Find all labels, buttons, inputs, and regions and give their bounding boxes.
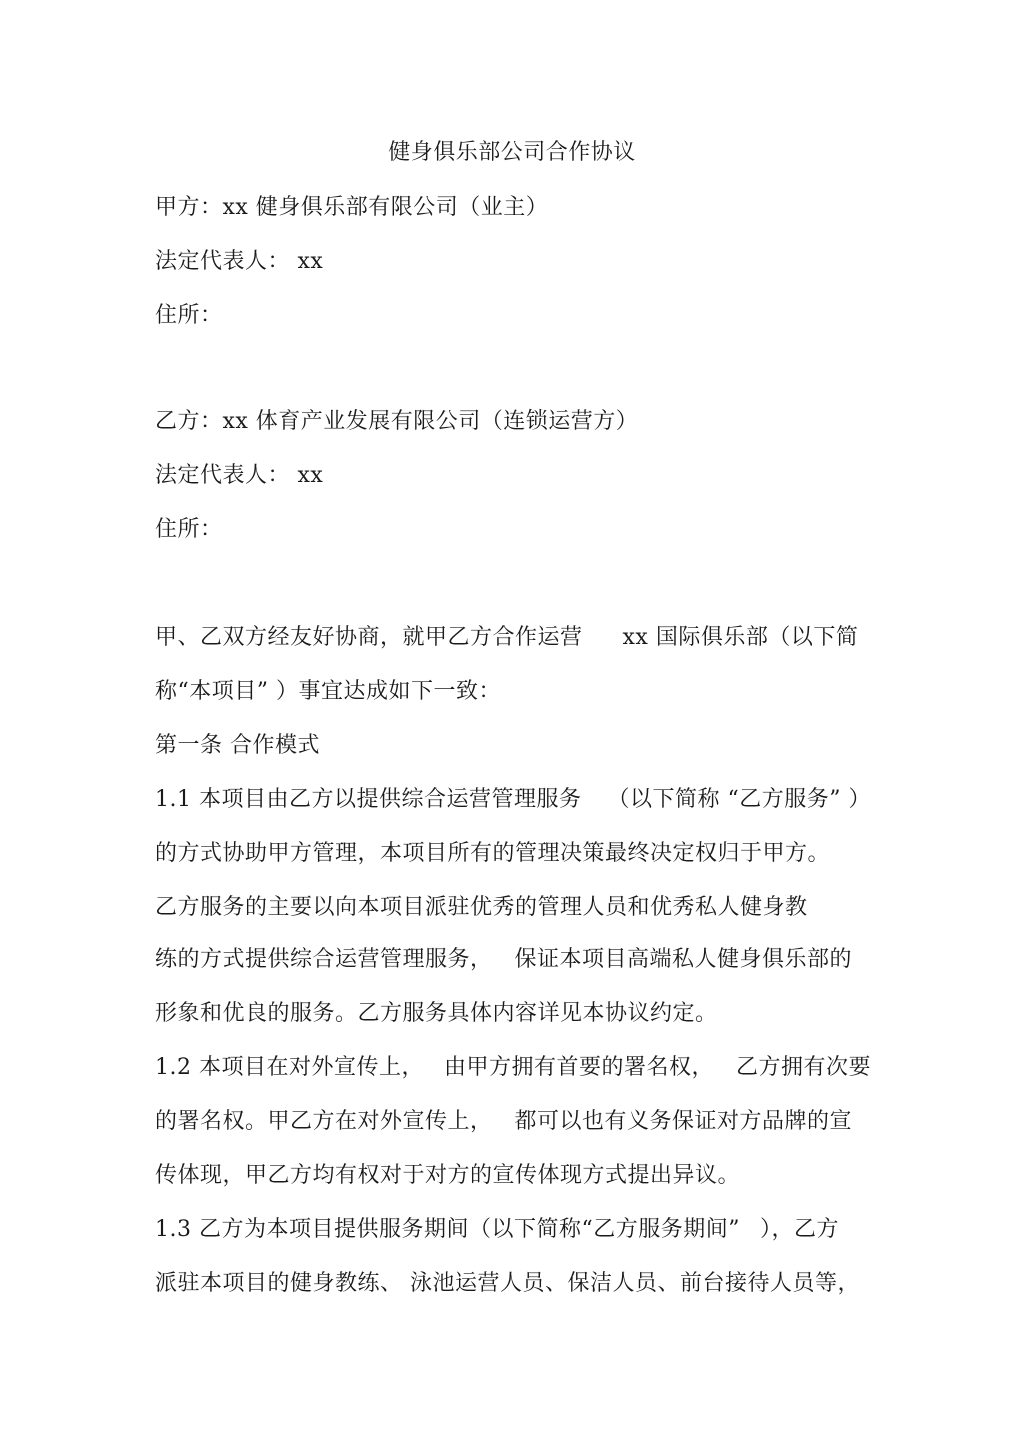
preamble-line-2: 称“本项目” ）事宜达成如下一致： <box>155 679 501 704</box>
party-a-representative: 法定代表人： xx <box>155 249 324 274</box>
clause-1-3-line-1-part-b: ），乙方 <box>759 1217 839 1242</box>
clause-1-3-line-2: 派驻本项目的健身教练、 泳池运营人员、保洁人员、前台接待人员等， <box>155 1271 860 1296</box>
clause-1-2-line-1-part-c: 乙方拥有次要 <box>736 1055 872 1080</box>
party-b-address: 住所： <box>155 517 223 542</box>
party-a-address: 住所： <box>155 303 223 328</box>
clause-1-2-line-1-part-a: 1.2 本项目在对外宣传上， <box>155 1055 424 1080</box>
preamble-line-1 <box>155 623 858 653</box>
clause-1-1-line-3: 乙方服务的主要以向本项目派驻优秀的管理人员和优秀私人健身教 <box>155 895 808 920</box>
clause-1-2-line-2-part-b: 都可以也有义务保证对方品牌的宣 <box>514 1109 853 1134</box>
document-title: 健身俱乐部公司合作协议 <box>388 140 636 165</box>
clause-1-1-line-1-part-a: 1.1 本项目由乙方以提供综合运营管理服务 <box>155 787 582 812</box>
clause-1-1-line-1-part-b: （以下简称 “乙方服务” ） <box>607 787 871 812</box>
preamble-line-1-part-a: 甲、乙双方经友好协商，就甲乙方合作运营 <box>155 625 583 650</box>
clause-1-2-line-1-part-b: 由甲方拥有首要的署名权， <box>443 1055 714 1080</box>
clause-1-2-line-2 <box>155 1107 852 1137</box>
clause-1-1-line-4-part-a: 练的方式提供综合运营管理服务， <box>155 947 493 972</box>
clause-1-3-line-1 <box>155 1215 839 1245</box>
clause-1-2-line-1 <box>155 1053 871 1083</box>
party-b-representative: 法定代表人： xx <box>155 463 324 488</box>
clause-1-3-line-1-part-a: 1.3 乙方为本项目提供服务期间（以下简称“乙方服务期间” <box>155 1217 740 1242</box>
party-a-name: 甲方：xx 健身俱乐部有限公司（业主） <box>155 195 549 220</box>
clause-1-1-line-4 <box>155 945 852 975</box>
clause-1-2-line-2-part-a: 的署名权。甲乙方在对外宣传上， <box>155 1109 493 1134</box>
clause-1-1-line-5: 形象和优良的服务。乙方服务具体内容详见本协议约定。 <box>155 1001 718 1026</box>
clause-1-1-line-2: 的方式协助甲方管理，本项目所有的管理决策最终决定权归于甲方。 <box>155 841 831 866</box>
clause-1-2-line-3: 传体现，甲乙方均有权对于对方的宣传体现方式提出异议。 <box>155 1163 741 1188</box>
party-b-name: 乙方：xx 体育产业发展有限公司（连锁运营方） <box>155 409 639 434</box>
clause-1-1-line-4-part-b: 保证本项目高端私人健身俱乐部的 <box>514 947 853 972</box>
preamble-line-1-part-b: xx 国际俱乐部（以下简 <box>622 625 859 650</box>
clause-1-1-line-1 <box>155 785 871 815</box>
article-1-heading: 第一条 合作模式 <box>155 733 320 758</box>
